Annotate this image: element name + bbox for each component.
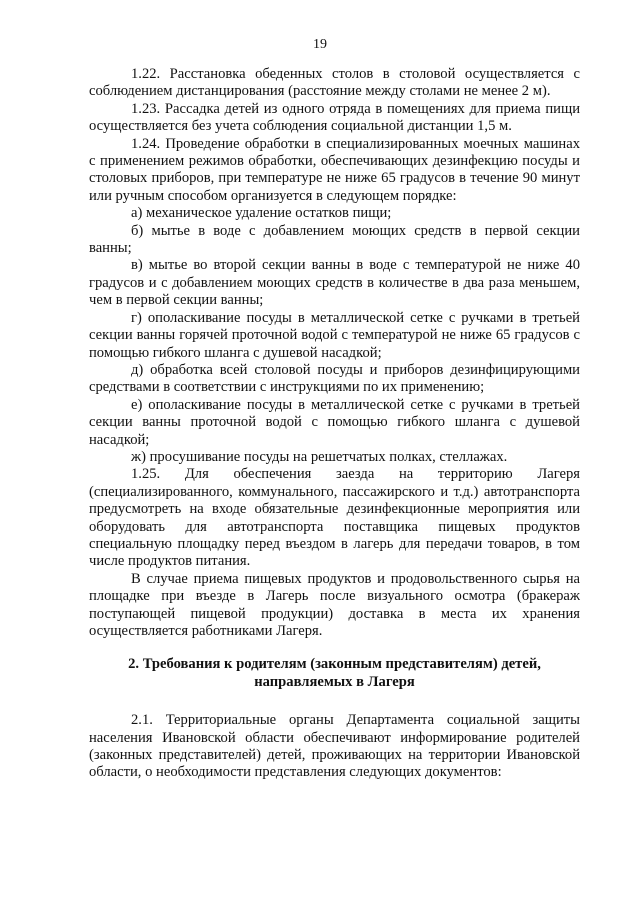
paragraph-1-22: 1.22. Расстановка обеденных столов в столовой осуществляется с соблюдением дистанцирования (расстояние между столами не менее 2 м).	[89, 66, 580, 100]
page-number: 19	[313, 37, 327, 52]
paragraph-2-1: 2.1. Территориальные органы Департамента социальной защиты населения Ивановской области обеспечивают информирование родителей (законных представителей) детей, проживающих на территории Ивановской области, о необходимости представления следующих документов:	[89, 712, 580, 781]
list-item-b: б) мытье в воде с добавлением моющих средств в первой секции ванны;	[89, 222, 580, 257]
document-body	[89, 66, 580, 782]
paragraph-1-25: 1.25. Для обеспечения заезда на территорию Лагеря (специализированного, коммунального, пассажирского и т.д.) автотранспорта предусмотреть на входе обязательные дезинфекционные мероприятия или оборудовать для автотранспорта поставщика пищевых продуктов специальную площадку перед въездом в лагерь для передачи товаров, в том числе продуктов питания.	[89, 466, 580, 570]
list-item-g: г) ополаскивание посуды в металлической сетке с ручками в третьей секции ванны горячей проточной водой с температурой не ниже 65 градусов с помощью гибкого шланга с душевой насадкой;	[89, 309, 580, 361]
section-heading: 2. Требования к родителям (законным представителям) детей, направляемых в Лагеря	[128, 656, 541, 690]
list-item-v: в) мытье во второй секции ванны в воде с температурой не ниже 40 градусов и с добавлением моющих средств в количестве в два раза меньшем, чем в первой секции ванны;	[89, 257, 580, 309]
list-item-a: а) механическое удаление остатков пищи;	[131, 205, 392, 222]
list-item-zh: ж) просушивание посуды на решетчатых полках, стеллажах.	[131, 448, 508, 465]
list-item-e: е) ополаскивание посуды в металлической сетке с ручками в третьей секции ванны проточной водой с помощью гибкого шланга с душевой насадкой;	[89, 396, 580, 448]
paragraph-1-23: 1.23. Рассадка детей из одного отряда в помещениях для приема пищи осуществляется без учета соблюдения социальной дистанции 1,5 м.	[89, 100, 580, 135]
paragraph-1-24: 1.24. Проведение обработки в специализированных моечных машинах с применением режимов обработки, обеспечивающих дезинфекцию посуды и столовых приборов, при температуре не ниже 65 градусов в течение 90 минут или ручным способом организуется в следующем порядке:	[89, 135, 580, 204]
paragraph-food-acceptance: В случае приема пищевых продуктов и продовольственного сырья на площадке при въезде в Лагерь после визуального осмотра (бракераж поступающей пищевой продукции) доставка в места их хранения осуществляется работниками Лагеря.	[89, 570, 580, 639]
list-item-d: д) обработка всей столовой посуды и приборов дезинфицирующими средствами в соответствии с инструкциями по их применению;	[89, 361, 580, 396]
